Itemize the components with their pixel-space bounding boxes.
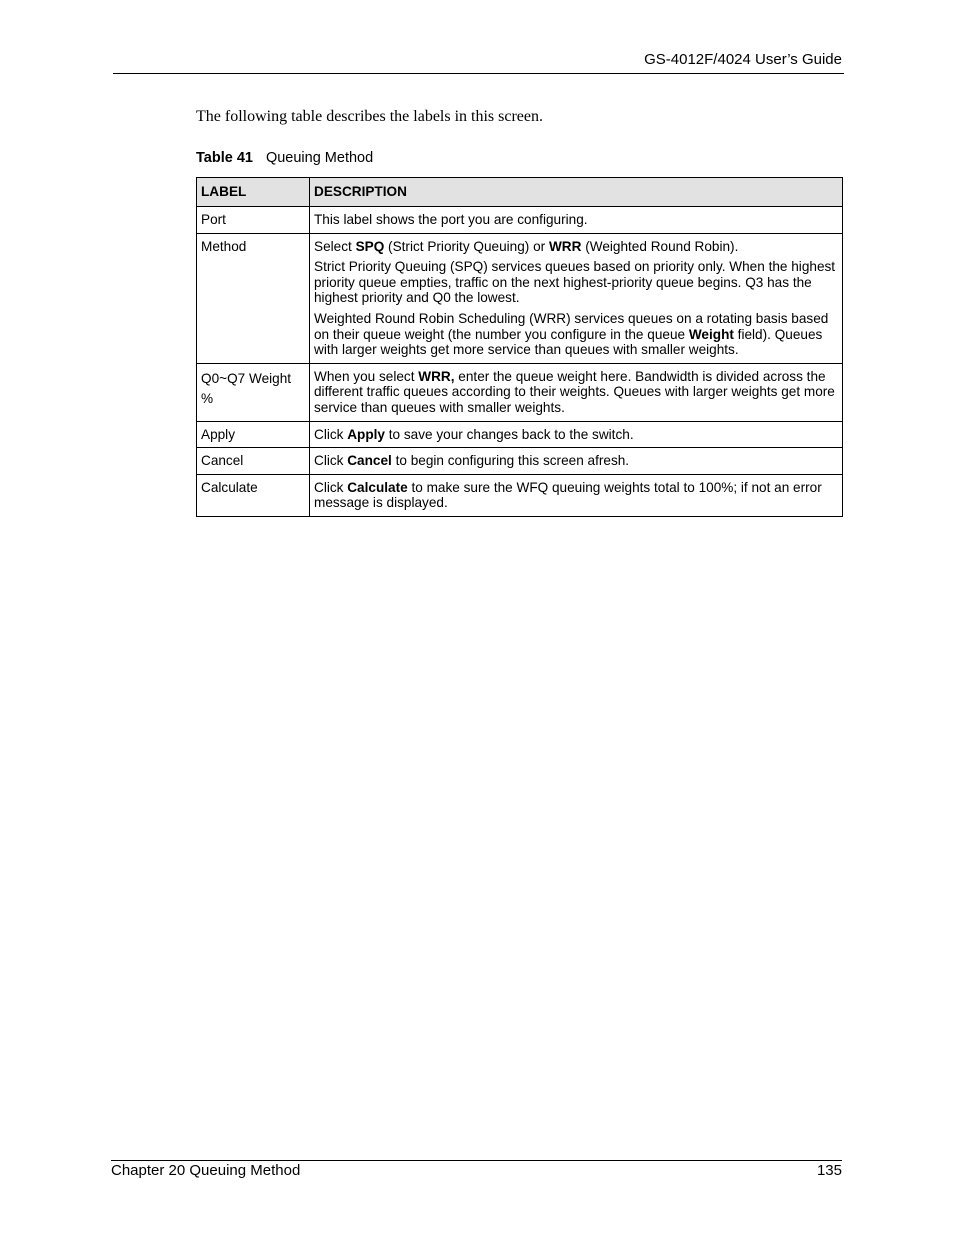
table-row-port [197,207,843,234]
row-description: Click Apply to save your changes back to the switch. [310,421,843,448]
description-paragraph: Strict Priority Queuing (SPQ) services queues based on priority only. When the highest priority queue empties, traffic on the next highest-priority queue begins. Q3 has the highest priority and Q0 the lowest. [314,259,836,306]
row-label: Method [197,233,310,363]
table-row-weight [197,363,843,421]
table-caption-number: Table 41 [196,150,253,166]
table-row-method [197,233,843,363]
row-description: Click Calculate to make sure the WFQ queuing weights total to 100%; if not an error message is displayed. [310,474,843,516]
row-label: Port [197,207,310,234]
row-label: Calculate [197,474,310,516]
footer-divider [111,1160,842,1161]
table-caption-title: Queuing Method [265,150,374,166]
row-description: Click Cancel to begin configuring this screen afresh. [310,448,843,475]
table-row-cancel [197,448,843,475]
intro-paragraph: The following table describes the labels in this screen. [196,108,544,125]
header-label: LABEL [197,178,310,207]
table-header-row [197,178,843,207]
row-label: Apply [197,421,310,448]
row-label: Q0~Q7 Weight % [197,363,310,421]
table-caption [196,149,373,167]
description-paragraph: Weighted Round Robin Scheduling (WRR) services queues on a rotating basis based on their queue weight (the number you configure in the queue Weight field). Queues with larger weights get more service than queues with smaller weights. [314,310,829,358]
header-divider [113,73,844,74]
row-label: Cancel [197,448,310,475]
labels-table [196,177,843,517]
row-description [310,233,843,363]
page-number: 135 [816,1162,842,1179]
row-description: When you select WRR, enter the queue weight here. Bandwidth is divided across the different traffic queues according to their weights. Queues with larger weights get more service than queues with smaller weights. [310,363,843,421]
footer-chapter: Chapter 20 Queuing Method [111,1162,301,1179]
description-paragraph: Select SPQ (Strict Priority Queuing) or WRR (Weighted Round Robin). [314,238,739,254]
table-row-apply [197,421,843,448]
table-row-calculate [197,474,843,516]
running-header-title: GS-4012F/4024 User’s Guide [644,51,842,68]
header-description: DESCRIPTION [310,178,843,207]
row-description: This label shows the port you are configuring. [310,207,843,234]
